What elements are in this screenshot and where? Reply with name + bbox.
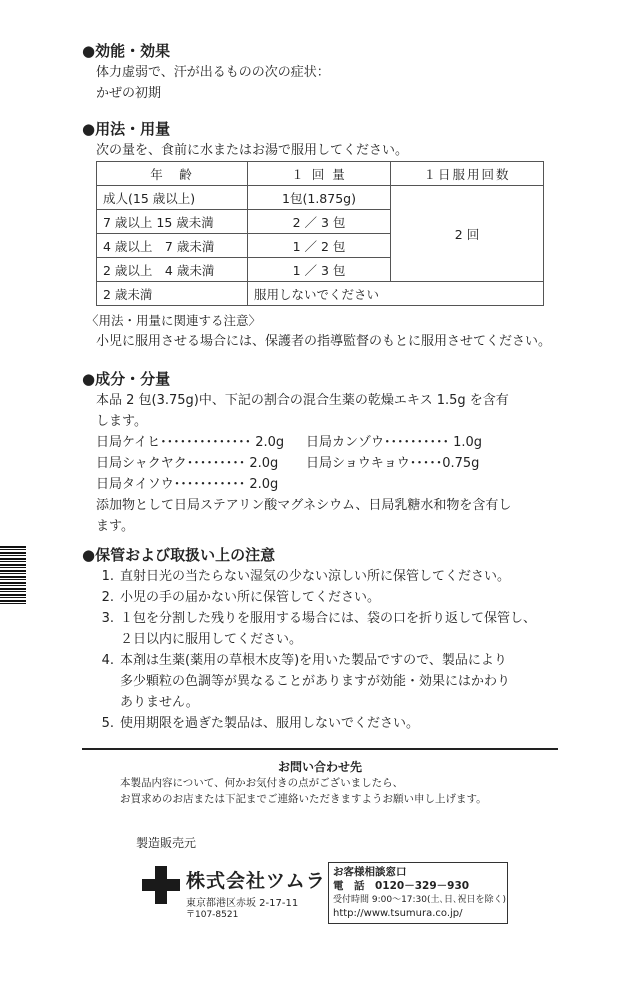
list-item-cont: ありません。	[120, 695, 199, 710]
table-row	[97, 186, 544, 210]
cell-dose: 1 ／ 2 包	[248, 234, 391, 258]
additive-text: 添加物として日局ステアリン酸マグネシウム、日局乳糖水和物を含有し	[96, 498, 512, 513]
efficacy-line: 体力虚弱で、汗が出るものの次の症状：	[96, 65, 330, 80]
ingredients-intro: します。	[96, 414, 147, 429]
list-item: 3. １包を分割した残りを服用する場合には、袋の口を折り返して保管し、	[101, 611, 537, 626]
maker-label: 製造販売元	[136, 836, 197, 850]
efficacy-section	[82, 40, 582, 104]
dosage-section	[82, 118, 582, 352]
list-item: 2. 小児の手の届かない所に保管してください。	[101, 590, 381, 605]
contact-title: お客様相談窓口	[333, 866, 407, 878]
ingredient-row	[82, 453, 582, 474]
inquiry-section	[120, 758, 560, 807]
dosage-note-heading: 〈用法・用量に関連する注意〉	[86, 313, 262, 328]
ingredient-item: 日局タイソウ･･･････････ 2.0g	[96, 477, 279, 492]
ingredient-row	[82, 432, 582, 453]
list-item: 5. 使用期限を過ぎた製品は、服用しないでください。	[101, 716, 420, 731]
contact-url[interactable]: http://www.tsumura.co.jp/	[333, 908, 463, 919]
ingredient-item: 日局カンゾウ･･････････ 1.0g	[306, 435, 483, 450]
inquiry-text: 本製品内容について、何かお気付きの点がございましたら、	[120, 777, 404, 789]
list-item-cont: ２日以内に服用してください。	[120, 632, 303, 647]
efficacy-heading: ●効能・効果	[82, 42, 171, 60]
cell-dose: 1 ／ 3 包	[248, 258, 391, 282]
storage-section	[82, 544, 582, 734]
ingredient-item: 日局ショウキョウ･････0.75g	[306, 456, 480, 471]
company-name: 株式会社ツムラ	[186, 870, 326, 892]
cell-times: 2 回	[391, 186, 544, 282]
efficacy-line: かぜの初期	[96, 86, 162, 101]
ingredients-heading: ●成分・分量	[82, 370, 171, 388]
list-item: 4. 本剤は生薬(薬用の草根木皮等)を用いた製品ですので、製品により	[101, 653, 507, 668]
company-postal: 〒107-8521	[186, 910, 239, 920]
header-dose: １ 回 量	[248, 162, 391, 186]
dosage-intro: 次の量を、食前に水またはお湯で服用してください。	[96, 143, 409, 158]
cell-age: 成人(15 歳以上)	[97, 186, 248, 210]
ingredients-intro: 本品 2 包(3.75g)中、下記の割合の混合生薬の乾燥エキス 1.5g を含有	[96, 393, 509, 408]
header-age: 年 齢	[97, 162, 248, 186]
dosage-table	[96, 161, 544, 306]
contact-phone: 電 話 0120－329－930	[333, 880, 470, 892]
storage-list	[82, 566, 582, 734]
ingredients-section	[82, 368, 582, 537]
list-item: 1. 直射日光の当たらない湿気の少ない涼しい所に保管してください。	[101, 569, 511, 584]
storage-heading: ●保管および取扱い上の注意	[82, 546, 276, 564]
table-row	[97, 282, 544, 306]
cell-age: 7 歳以上 15 歳未満	[97, 210, 248, 234]
header-times: １日服用回数	[391, 162, 544, 186]
ingredient-row	[82, 474, 582, 495]
ingredient-item: 日局ケイヒ･･････････････ 2.0g	[96, 435, 285, 450]
cell-dose: 服用しないでください	[248, 282, 544, 306]
contact-hours: 受付時間 9:00～17:30(土､日､祝日を除く)	[333, 895, 507, 905]
cell-age: 2 歳以上 4 歳未満	[97, 258, 248, 282]
company-address: 東京都港区赤坂 2-17-11	[186, 898, 299, 909]
dosage-heading: ●用法・用量	[82, 120, 171, 138]
divider	[82, 748, 558, 750]
cell-dose: 1包(1.875g)	[248, 186, 391, 210]
ingredient-item: 日局シャクヤク･････････ 2.0g	[96, 456, 279, 471]
cell-dose: 2 ／ 3 包	[248, 210, 391, 234]
additive-text: ます。	[96, 519, 134, 534]
tsumura-logo-icon	[142, 866, 180, 904]
cell-age: 2 歳未満	[97, 282, 248, 306]
inquiry-heading: お問い合わせ先	[277, 760, 362, 774]
cell-age: 4 歳以上 7 歳未満	[97, 234, 248, 258]
dosage-note: 小児に服用させる場合には、保護者の指導監督のもとに服用させてください。	[96, 334, 552, 349]
list-item-cont: 多少顆粒の色調等が異なることがありますが効能・効果にはかわり	[120, 674, 511, 689]
contact-box	[328, 862, 508, 924]
inquiry-text: お買求めのお店または下記までご連絡いただきますようお願い申し上げます。	[120, 793, 487, 805]
table-header-row	[97, 162, 544, 186]
barcode-icon	[0, 546, 26, 606]
